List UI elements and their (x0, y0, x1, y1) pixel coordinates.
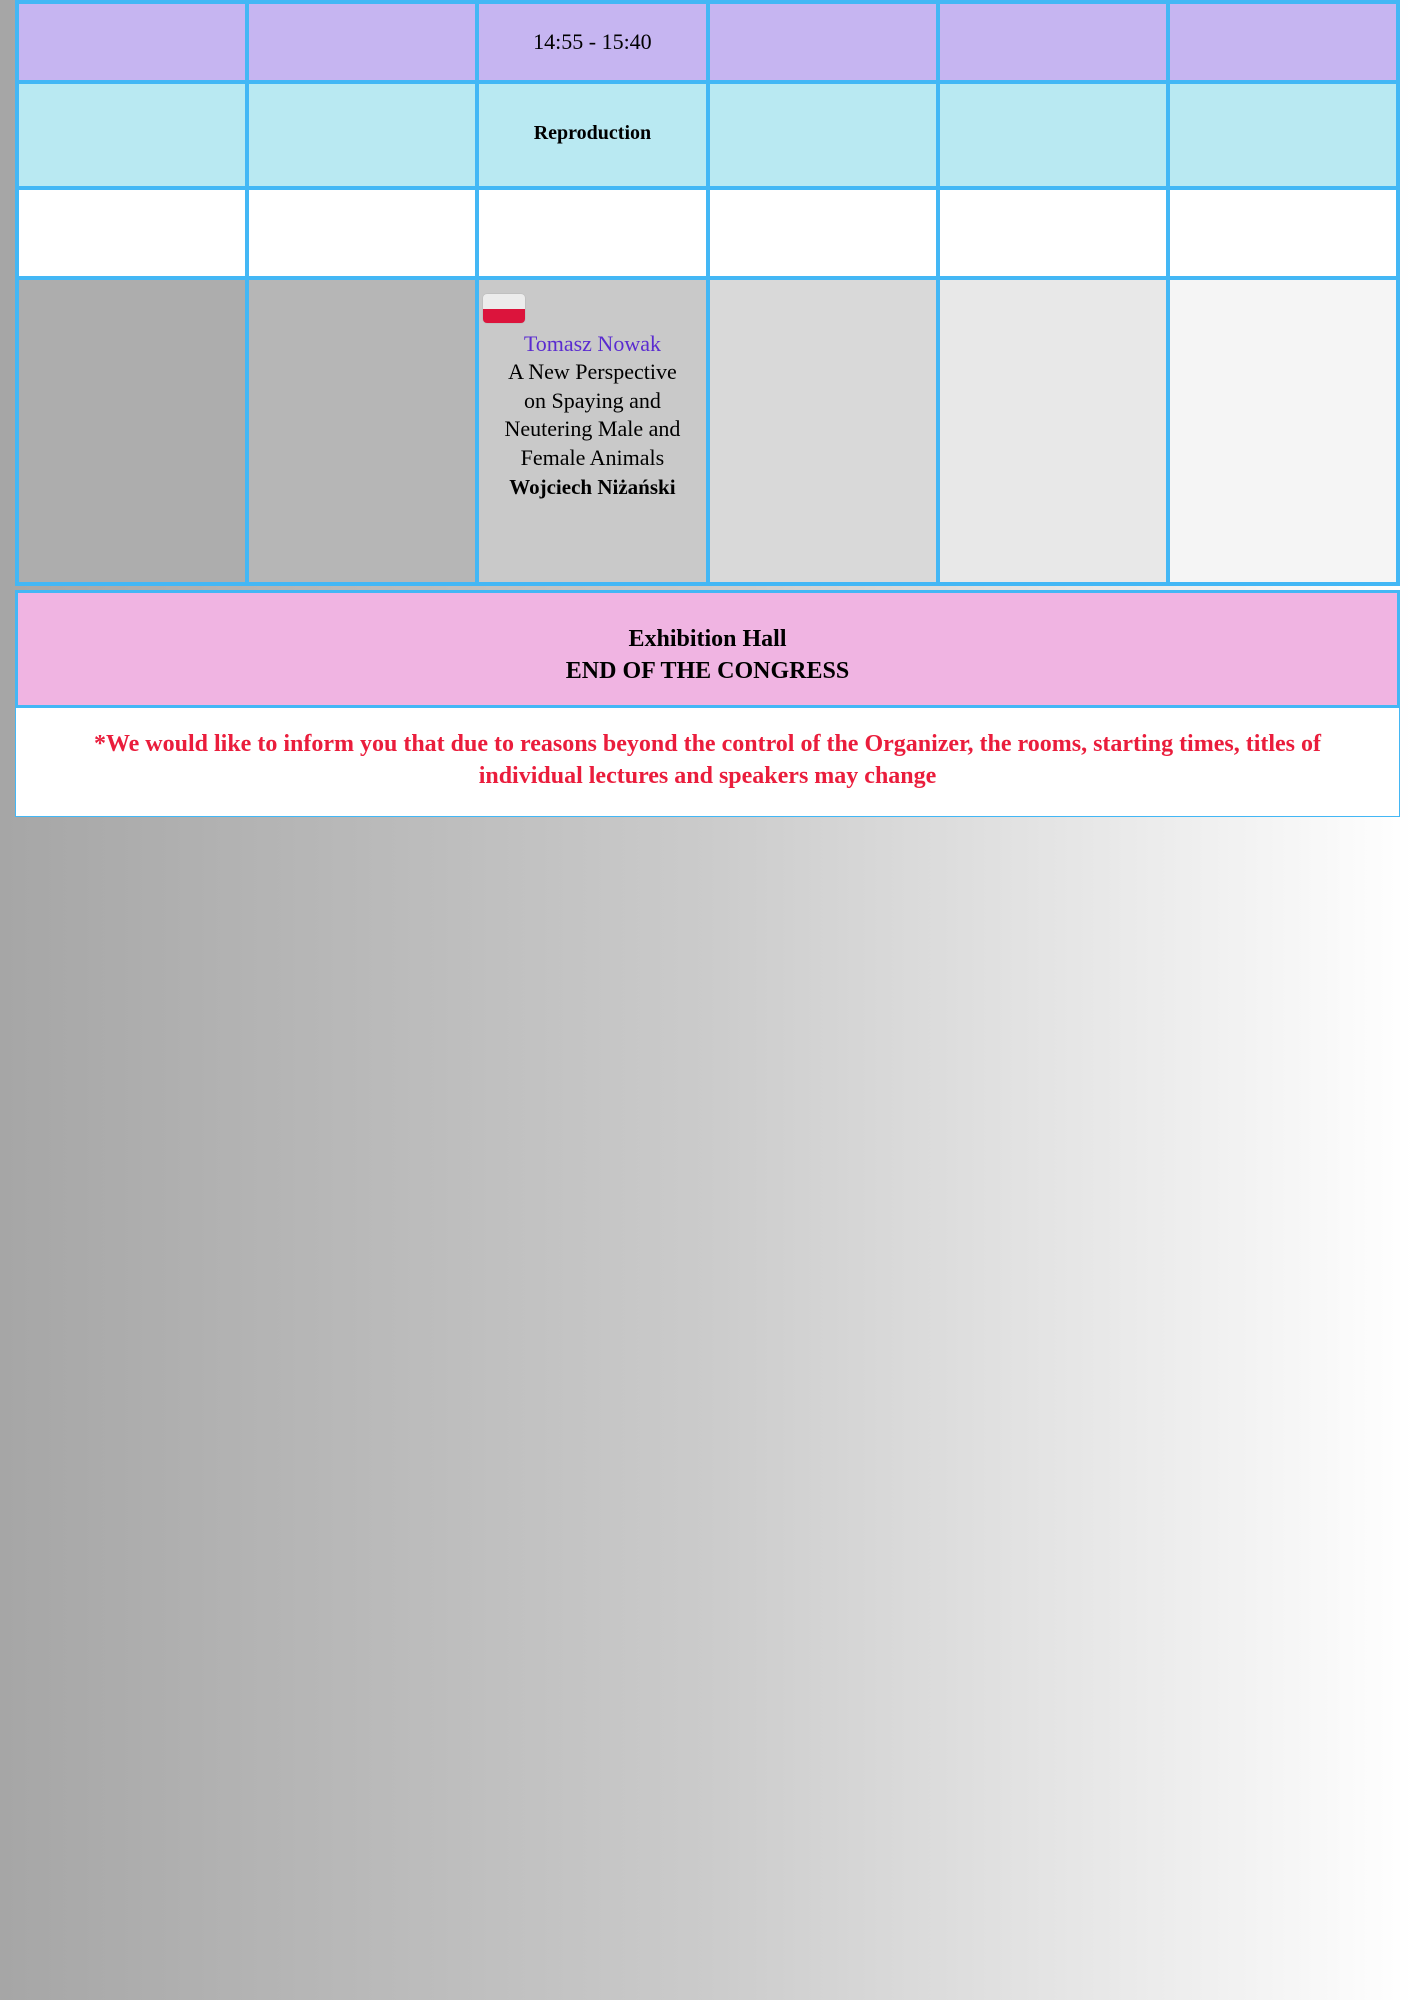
schedule-grid (15, 0, 1400, 586)
time-cell-empty (940, 4, 1170, 84)
topic-cell-empty (249, 84, 479, 190)
blank-cell (1170, 190, 1400, 280)
time-cell-empty (710, 4, 940, 84)
speaker-name[interactable]: Tomasz Nowak (523, 331, 661, 356)
topic-cell (479, 84, 709, 190)
closing-location: Exhibition Hall (628, 626, 787, 652)
time-cell-empty (1170, 4, 1400, 84)
blank-cell (249, 190, 479, 280)
notice-text: *We would like to inform you that due to reasons beyond the control of the Organizer, the rooms, starting times, titles of individual lectures and speakers may change (93, 731, 1322, 789)
talk-cell (479, 280, 709, 586)
talk-title: A New Perspective on Spaying and Neutering Male and Female Animals (504, 359, 681, 470)
talk-cell-empty (249, 280, 479, 586)
talk-cell-empty (19, 280, 249, 586)
blank-cell (940, 190, 1170, 280)
chair-name: Wojciech Niżański (509, 475, 676, 499)
poland-flag-icon (483, 294, 525, 323)
topic-cell-empty (1170, 84, 1400, 190)
talk-cell-empty (1170, 280, 1400, 586)
talk-cell-empty (710, 280, 940, 586)
time-slot-label: 14:55 - 15:40 (533, 29, 652, 54)
topic-cell-empty (940, 84, 1170, 190)
time-cell (479, 4, 709, 84)
closing-label: END OF THE CONGRESS (565, 658, 850, 684)
topic-cell-empty (710, 84, 940, 190)
talk-cell-empty (940, 280, 1170, 586)
closing-banner (15, 590, 1400, 708)
schedule-table (15, 0, 1400, 817)
time-cell-empty (249, 4, 479, 84)
change-notice (15, 708, 1400, 817)
topic-label: Reproduction (533, 122, 652, 144)
time-cell-empty (19, 4, 249, 84)
topic-cell-empty (19, 84, 249, 190)
blank-cell (479, 190, 709, 280)
blank-cell (19, 190, 249, 280)
blank-cell (710, 190, 940, 280)
